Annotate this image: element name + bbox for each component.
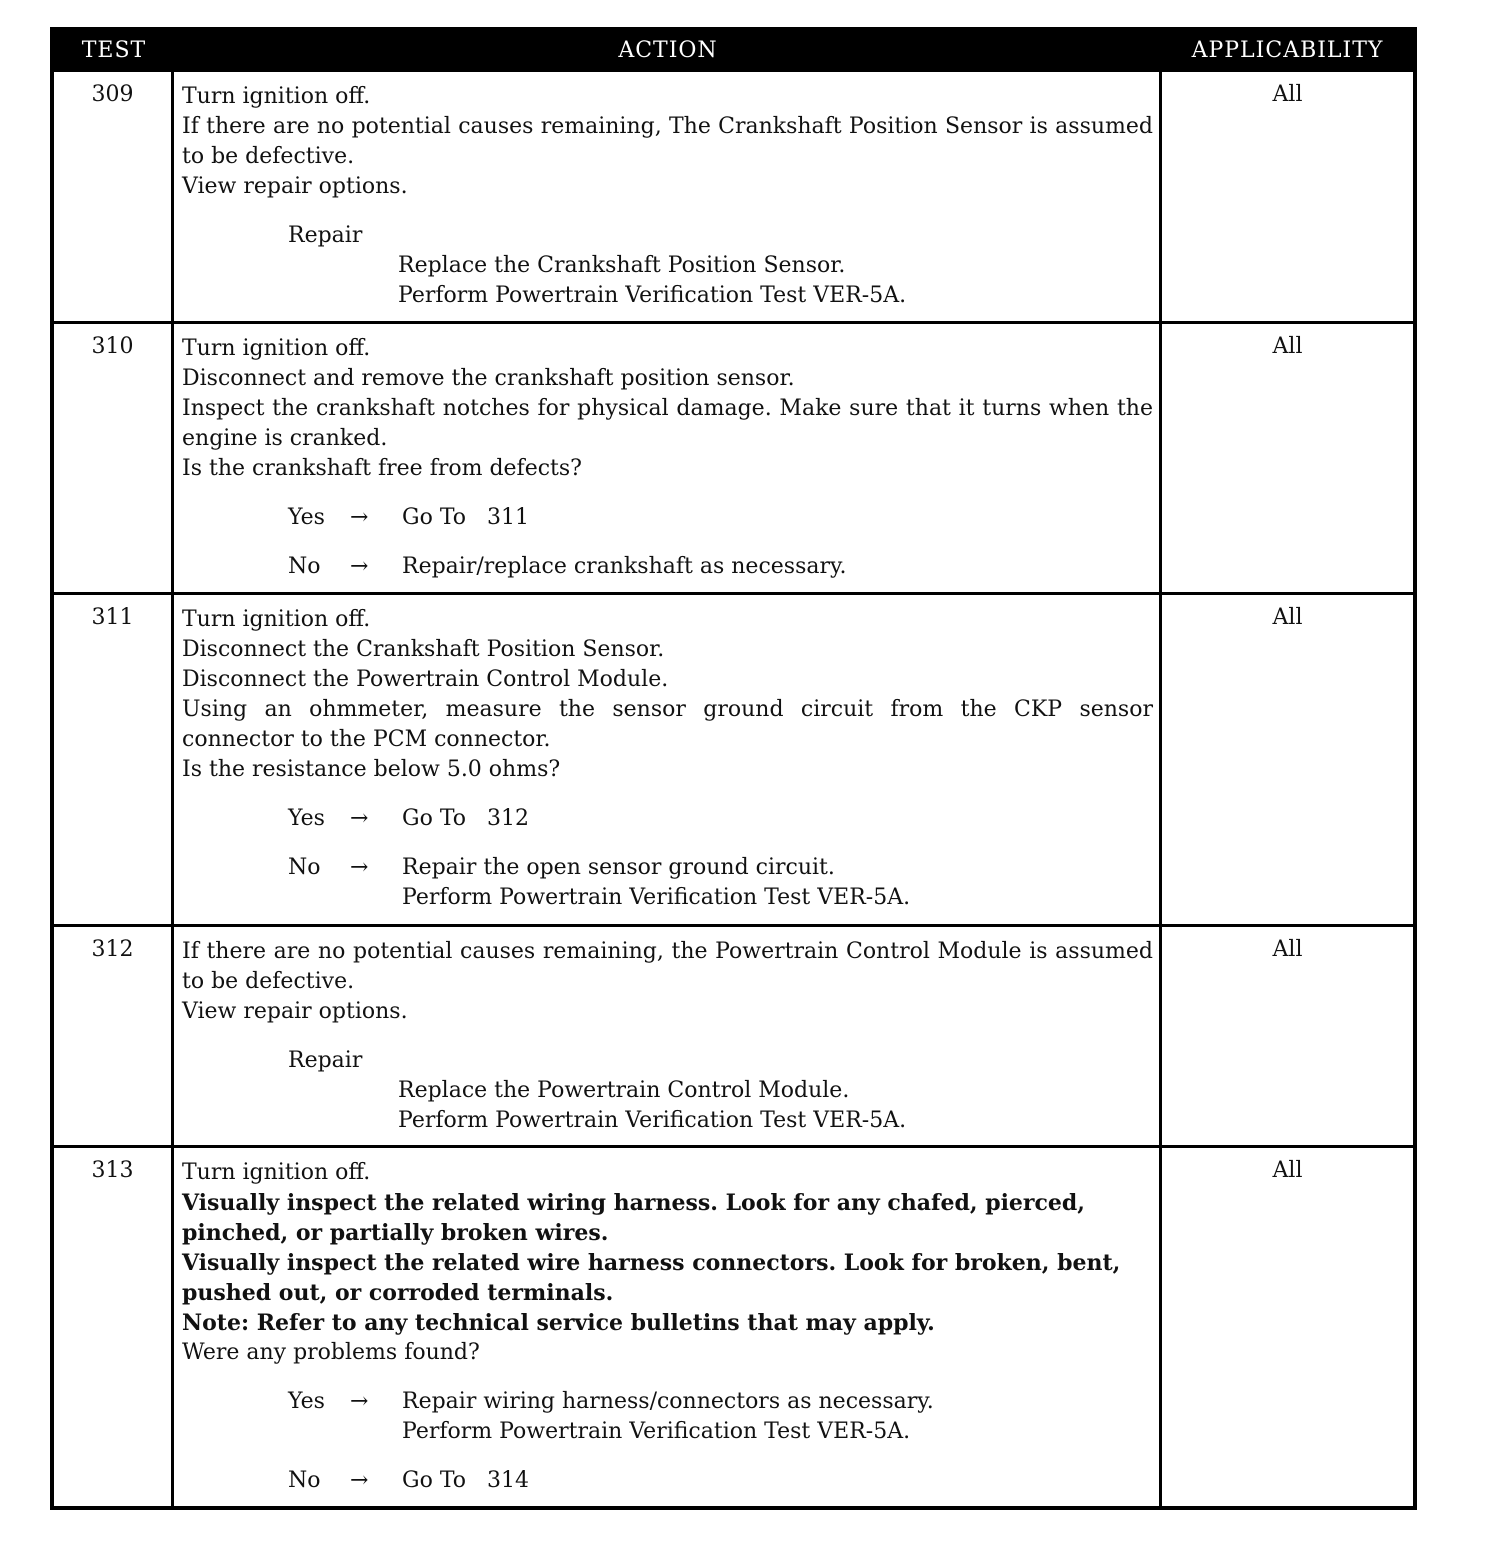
option-result: Repair/replace crankshaft as necessary. xyxy=(402,554,847,579)
action-line: Disconnect the Powertrain Control Module. xyxy=(182,667,669,692)
applicability-value: All xyxy=(1272,1158,1303,1183)
arrow-icon: → xyxy=(350,505,369,530)
table-row-311 xyxy=(54,592,1413,924)
repair-label: Repair xyxy=(288,223,363,248)
test-number: 309 xyxy=(54,72,174,321)
option-label: Yes xyxy=(288,806,325,831)
arrow-icon: → xyxy=(350,1389,369,1414)
action-cell xyxy=(174,72,1162,321)
action-line: Turn ignition off. xyxy=(182,1160,371,1185)
action-line: If there are no potential causes remaining, The Crankshaft Position Sensor is assumed to be defective. xyxy=(182,114,1153,169)
action-line: Inspect the crankshaft notches for physical damage. Make sure that it turns when the engine is cranked. xyxy=(182,396,1153,451)
header-test: TEST xyxy=(81,37,147,63)
action-cell xyxy=(174,927,1162,1145)
action-line-bold: Visually inspect the related wire harness connectors. Look for broken, bent, pushed out, or corroded terminals. xyxy=(182,1250,1121,1306)
action-line: View repair options. xyxy=(182,174,408,199)
option-label: Yes xyxy=(288,505,325,530)
action-line-bold: Visually inspect the related wiring harness. Look for any chafed, pierced, pinched, or partially broken wires. xyxy=(182,1190,1085,1246)
applicability-value: All xyxy=(1272,605,1303,630)
test-number: 312 xyxy=(54,927,174,1145)
test-number: 311 xyxy=(54,595,174,924)
option-result: Go To 314 xyxy=(402,1468,529,1493)
arrow-icon: → xyxy=(350,806,369,831)
option-label: Yes xyxy=(288,1389,325,1414)
action-line: If there are no potential causes remaining, the Powertrain Control Module is assumed to be defective. xyxy=(182,939,1153,994)
action-cell xyxy=(174,595,1162,924)
action-line: Using an ohmmeter, measure the sensor ground circuit from the CKP sensor connector to the PCM connector. xyxy=(182,697,1153,752)
action-cell xyxy=(174,1148,1162,1506)
action-line: Turn ignition off. xyxy=(182,84,371,109)
arrow-icon: → xyxy=(350,554,369,579)
action-line: View repair options. xyxy=(182,999,408,1024)
option-no xyxy=(288,552,1153,582)
table-row-313 xyxy=(54,1145,1413,1506)
arrow-icon: → xyxy=(350,1468,369,1493)
option-no xyxy=(288,853,1153,913)
header-applicability: APPLICABILITY xyxy=(1191,37,1384,63)
action-line: Were any problems found? xyxy=(182,1340,480,1365)
repair-label: Repair xyxy=(288,1048,363,1073)
repair-line: Perform Powertrain Verification Test VER-5A. xyxy=(398,1108,907,1133)
repair-line: Perform Powertrain Verification Test VER-5A. xyxy=(398,283,907,308)
test-number: 310 xyxy=(54,324,174,592)
repair-line: Replace the Crankshaft Position Sensor. xyxy=(398,253,846,278)
option-result: Go To 311 xyxy=(402,505,529,530)
option-label: No xyxy=(288,855,321,880)
table-row-312 xyxy=(54,924,1413,1145)
option-label: No xyxy=(288,1468,321,1493)
option-no xyxy=(288,1466,1153,1496)
repair-line: Replace the Powertrain Control Module. xyxy=(398,1078,850,1103)
diagnostic-test-table xyxy=(50,27,1417,1510)
option-result: Repair the open sensor ground circuit. Perform Powertrain Verification Test VER-5A. xyxy=(402,855,911,910)
action-line: Is the crankshaft free from defects? xyxy=(182,456,582,481)
option-label: No xyxy=(288,554,321,579)
applicability-value: All xyxy=(1272,937,1303,962)
option-result: Go To 312 xyxy=(402,806,529,831)
action-line: Disconnect and remove the crankshaft position sensor. xyxy=(182,366,795,391)
option-yes xyxy=(288,503,1153,533)
action-line: Disconnect the Crankshaft Position Sensor. xyxy=(182,637,665,662)
option-yes xyxy=(288,1387,1153,1447)
action-line: Is the resistance below 5.0 ohms? xyxy=(182,757,561,782)
table-row-309 xyxy=(54,69,1413,321)
header-action: ACTION xyxy=(618,37,718,63)
applicability-value: All xyxy=(1272,334,1303,359)
action-line: Turn ignition off. xyxy=(182,607,371,632)
note-line: Note: Refer to any technical service bulletins that may apply. xyxy=(182,1310,935,1336)
option-result: Repair wiring harness/connectors as necessary. Perform Powertrain Verification Test VER-5A. xyxy=(402,1389,934,1444)
arrow-icon: → xyxy=(350,855,369,880)
action-cell xyxy=(174,324,1162,592)
table-row-310 xyxy=(54,321,1413,592)
test-number: 313 xyxy=(54,1148,174,1506)
action-line: Turn ignition off. xyxy=(182,336,371,361)
table-header xyxy=(54,31,1413,69)
applicability-value: All xyxy=(1272,82,1303,107)
option-yes xyxy=(288,804,1153,834)
